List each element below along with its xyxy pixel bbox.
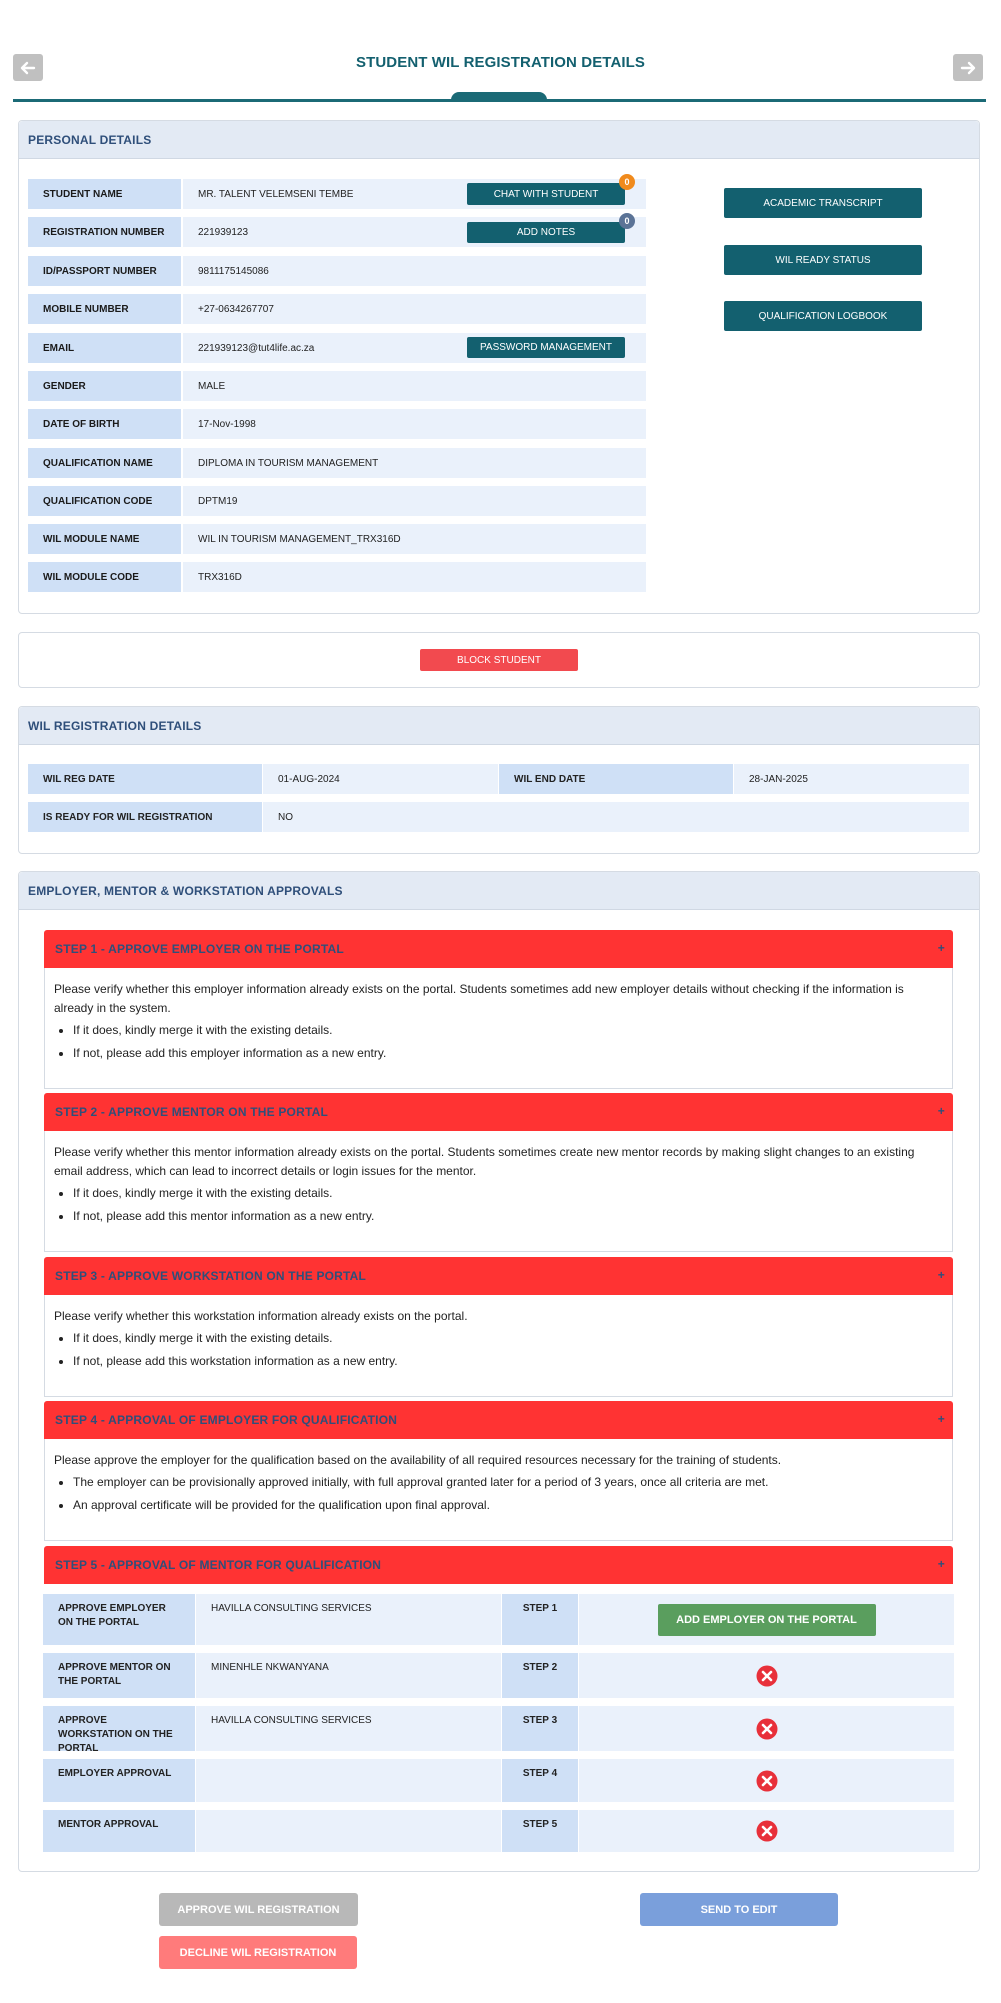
chat-count-badge: 0 — [619, 174, 635, 190]
step-2-header[interactable] — [44, 1093, 953, 1131]
header-divider — [13, 99, 986, 102]
password-management-button[interactable]: PASSWORD MANAGEMENT — [467, 337, 625, 358]
close-circle-icon[interactable] — [756, 1770, 778, 1792]
detail-value: 17-Nov-1998 — [183, 409, 646, 439]
step-5-header[interactable] — [44, 1546, 953, 1584]
detail-label: QUALIFICATION NAME — [28, 448, 181, 478]
detail-label: ID/PASSPORT NUMBER — [28, 256, 181, 286]
personal-detail-row — [28, 524, 646, 554]
summary-value — [196, 1810, 501, 1852]
step-3-bullet: • If not, please add this workstation information as a new entry. — [73, 1352, 943, 1371]
forward-button[interactable] — [953, 54, 983, 81]
step-3-text: Please verify whether this workstation information already exists on the portal. — [54, 1309, 468, 1323]
step-3-title: STEP 3 - APPROVE WORKSTATION ON THE PORTAL — [55, 1269, 367, 1283]
arrow-right-icon — [959, 59, 977, 77]
step-1-header[interactable] — [44, 930, 953, 968]
summary-row — [43, 1759, 954, 1802]
step-4-body — [44, 1439, 953, 1541]
expand-icon[interactable]: + — [937, 1104, 945, 1118]
step-2-bullet: • If not, please add this mentor information as a new entry. — [73, 1207, 943, 1226]
summary-step: STEP 5 — [502, 1810, 578, 1852]
approve-wil-registration-button[interactable]: APPROVE WIL REGISTRATION — [159, 1893, 358, 1926]
approvals-heading: EMPLOYER, MENTOR & WORKSTATION APPROVALS — [19, 872, 979, 910]
detail-label: GENDER — [28, 371, 181, 401]
notes-count-badge: 0 — [619, 213, 635, 229]
detail-label: MOBILE NUMBER — [28, 294, 181, 324]
detail-value: TRX316D — [183, 562, 646, 592]
detail-value: DPTM19 — [183, 486, 646, 516]
step-4-text: Please approve the employer for the qualification based on the availability of all required resources necessary for the training of students. — [54, 1453, 782, 1467]
detail-label: REGISTRATION NUMBER — [28, 217, 181, 247]
summary-action — [579, 1594, 954, 1645]
summary-row — [43, 1594, 954, 1645]
detail-value: WIL IN TOURISM MANAGEMENT_TRX316D — [183, 524, 646, 554]
summary-label: APPROVE MENTOR ON THE PORTAL — [43, 1653, 195, 1698]
personal-detail-row — [28, 371, 646, 401]
wil-end-date-value: 28-JAN-2025 — [734, 764, 969, 794]
summary-step: STEP 2 — [502, 1653, 578, 1698]
detail-label: WIL MODULE NAME — [28, 524, 181, 554]
summary-action — [579, 1759, 954, 1802]
summary-action — [579, 1653, 954, 1698]
step-2-body — [44, 1131, 953, 1252]
step-3-header[interactable] — [44, 1257, 953, 1295]
detail-value: 221939123 — [183, 217, 646, 247]
academic-transcript-button[interactable]: ACADEMIC TRANSCRIPT — [724, 188, 922, 218]
summary-value — [196, 1759, 501, 1802]
detail-value: MALE — [183, 371, 646, 401]
summary-step: STEP 1 — [502, 1594, 578, 1645]
step-4-bullet: • An approval certificate will be provided for the qualification upon final approval. — [73, 1496, 943, 1515]
wil-end-date-label: WIL END DATE — [499, 764, 733, 794]
personal-detail-row — [28, 256, 646, 286]
step-4-title: STEP 4 - APPROVAL OF EMPLOYER FOR QUALIFICATION — [55, 1413, 398, 1427]
detail-label: DATE OF BIRTH — [28, 409, 181, 439]
detail-value: MR. TALENT VELEMSENI TEMBE — [183, 179, 646, 209]
qualification-logbook-button[interactable]: QUALIFICATION LOGBOOK — [724, 301, 922, 331]
detail-label: WIL MODULE CODE — [28, 562, 181, 592]
page-title: STUDENT WIL REGISTRATION DETAILS — [355, 54, 646, 71]
summary-value: HAVILLA CONSULTING SERVICES — [196, 1594, 501, 1645]
detail-value: 221939123@tut4life.ac.za — [183, 333, 646, 363]
wil-ready-status-button[interactable]: WIL READY STATUS — [724, 245, 922, 275]
add-employer-button[interactable]: ADD EMPLOYER ON THE PORTAL — [658, 1604, 876, 1636]
summary-row — [43, 1653, 954, 1698]
step-2-bullet: • If it does, kindly merge it with the existing details. — [73, 1184, 943, 1203]
detail-value: DIPLOMA IN TOURISM MANAGEMENT — [183, 448, 646, 478]
close-circle-icon[interactable] — [756, 1665, 778, 1687]
step-5-title: STEP 5 - APPROVAL OF MENTOR FOR QUALIFICATION — [55, 1558, 382, 1572]
close-circle-icon[interactable] — [756, 1820, 778, 1842]
wil-reg-date-value: 01-AUG-2024 — [263, 764, 498, 794]
step-2-title: STEP 2 - APPROVE MENTOR ON THE PORTAL — [55, 1105, 328, 1119]
ready-for-registration-label: IS READY FOR WIL REGISTRATION — [28, 802, 262, 832]
detail-value: +27-0634267707 — [183, 294, 646, 324]
step-1-body — [44, 968, 953, 1089]
detail-label: QUALIFICATION CODE — [28, 486, 181, 516]
summary-label: APPROVE WORKSTATION ON THE PORTAL — [43, 1706, 195, 1751]
summary-value: MINENHLE NKWANYANA — [196, 1653, 501, 1698]
personal-detail-row — [28, 409, 646, 439]
expand-icon[interactable]: + — [937, 1268, 945, 1282]
add-notes-button[interactable]: ADD NOTES — [467, 222, 625, 243]
summary-label: MENTOR APPROVAL — [43, 1810, 195, 1852]
summary-label: EMPLOYER APPROVAL — [43, 1759, 195, 1802]
close-circle-icon[interactable] — [756, 1718, 778, 1740]
expand-icon[interactable]: + — [937, 941, 945, 955]
summary-action — [579, 1810, 954, 1852]
wil-reg-date-label: WIL REG DATE — [28, 764, 262, 794]
step-3-body — [44, 1295, 953, 1397]
summary-label: APPROVE EMPLOYER ON THE PORTAL — [43, 1594, 195, 1645]
personal-detail-row — [28, 448, 646, 478]
step-4-bullet: • The employer can be provisionally approved initially, with full approval granted later for a period of 3 years, once all criteria are met. — [73, 1473, 943, 1492]
step-1-text: Please verify whether this employer information already exists on the portal. Students sometimes add new employer details without checking if the information is already in the system. — [54, 982, 904, 1015]
wil-registration-heading: WIL REGISTRATION DETAILS — [19, 707, 979, 745]
summary-value: HAVILLA CONSULTING SERVICES — [196, 1706, 501, 1751]
expand-icon[interactable]: + — [937, 1412, 945, 1426]
summary-row — [43, 1810, 954, 1852]
ready-for-registration-value: NO — [263, 802, 969, 832]
personal-detail-row — [28, 562, 646, 592]
summary-action — [579, 1706, 954, 1751]
detail-value: 9811175145086 — [183, 256, 646, 286]
send-to-edit-button[interactable]: SEND TO EDIT — [640, 1893, 838, 1926]
detail-label: EMAIL — [28, 333, 181, 363]
summary-step: STEP 4 — [502, 1759, 578, 1802]
personal-detail-row — [28, 486, 646, 516]
summary-row — [43, 1706, 954, 1754]
detail-label: STUDENT NAME — [28, 179, 181, 209]
personal-details-heading: PERSONAL DETAILS — [19, 121, 979, 159]
summary-step: STEP 3 — [502, 1706, 578, 1751]
personal-detail-row — [28, 294, 646, 324]
step-1-bullet: • If it does, kindly merge it with the existing details. — [73, 1021, 943, 1040]
decline-wil-registration-button[interactable]: DECLINE WIL REGISTRATION — [159, 1936, 357, 1969]
chat-with-student-button[interactable]: CHAT WITH STUDENT — [467, 183, 625, 205]
step-1-bullet: • If not, please add this employer information as a new entry. — [73, 1044, 943, 1063]
step-2-text: Please verify whether this mentor information already exists on the portal. Students sometimes create new mentor records by making slight changes to an existing email address, which can lead to incorrect details or login issues for the mentor. — [54, 1145, 915, 1178]
step-3-bullet: • If it does, kindly merge it with the existing details. — [73, 1329, 943, 1348]
step-4-header[interactable] — [44, 1401, 953, 1439]
block-student-button[interactable]: BLOCK STUDENT — [420, 649, 578, 671]
step-1-title: STEP 1 - APPROVE EMPLOYER ON THE PORTAL — [55, 942, 344, 956]
expand-icon[interactable]: + — [937, 1557, 945, 1571]
